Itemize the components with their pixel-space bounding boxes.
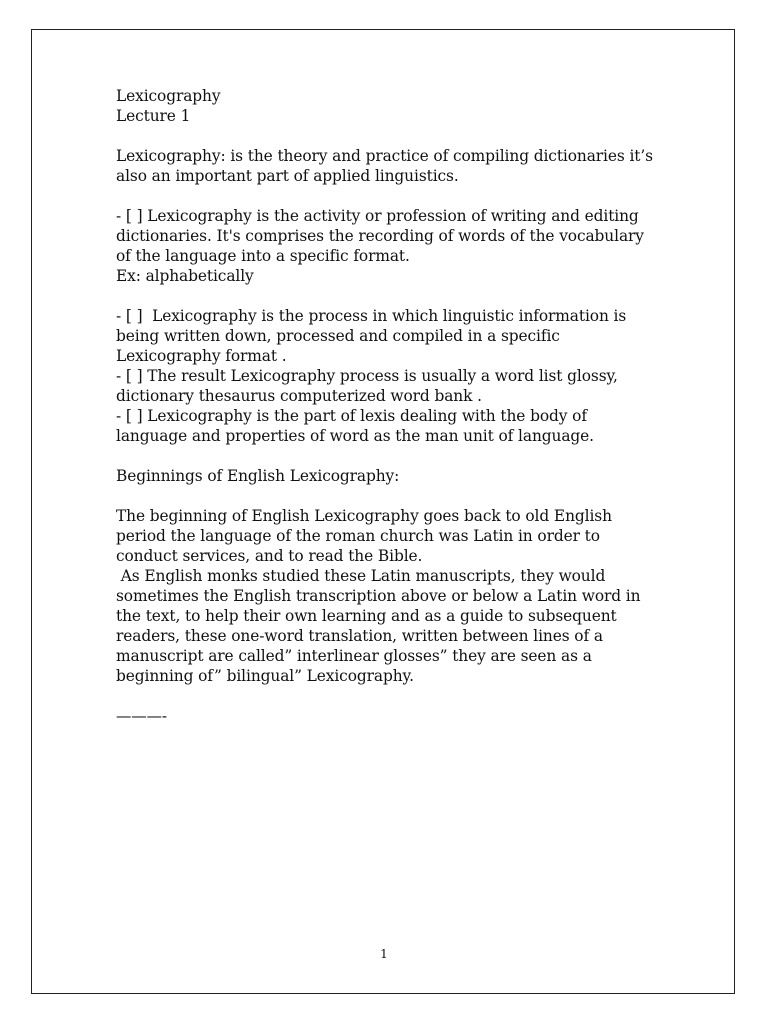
text-line: ———- <box>116 707 167 725</box>
paragraph-gap <box>116 446 656 466</box>
text-line: readers, these one-word translation, written between lines of a <box>116 627 603 645</box>
paragraph-gap <box>116 126 656 146</box>
section-heading-beginnings <box>116 466 656 486</box>
text-line: Lexicography format . <box>116 347 287 365</box>
paragraph-process <box>116 306 656 446</box>
text-line: Beginnings of English Lexicography: <box>116 467 400 485</box>
text-line: being written down, processed and compiled in a specific <box>116 327 560 345</box>
text-line: - [ ] Lexicography is the part of lexis dealing with the body of <box>116 407 587 425</box>
text-line: conduct services, and to read the Bible. <box>116 547 423 565</box>
text-line: of the language into a specific format. <box>116 247 410 265</box>
text-line: As English monks studied these Latin manuscripts, they would <box>116 567 606 585</box>
paragraph-gap <box>116 686 656 706</box>
text-line: Lexicography: is the theory and practice of compiling dictionaries it’s <box>116 147 653 165</box>
text-line: period the language of the roman church was Latin in order to <box>116 527 600 545</box>
paragraph-gap <box>116 486 656 506</box>
text-line: manuscript are called” interlinear glosses” they are seen as a <box>116 647 592 665</box>
text-line: Ex: alphabetically <box>116 267 254 285</box>
text-line: - [ ] Lexicography is the process in which linguistic information is <box>116 307 627 325</box>
lecture-label: Lecture 1 <box>116 107 191 125</box>
paragraph-definition <box>116 146 656 186</box>
closing-dash-line <box>116 706 656 726</box>
paragraph-activity <box>116 206 656 286</box>
text-line: dictionaries. It's comprises the recording of words of the vocabulary <box>116 227 644 245</box>
text-line: dictionary thesaurus computerized word bank . <box>116 387 482 405</box>
page-number: 1 <box>380 947 388 961</box>
text-line: sometimes the English transcription above or below a Latin word in <box>116 587 641 605</box>
text-line: language and properties of word as the man unit of language. <box>116 427 594 445</box>
text-line: The beginning of English Lexicography goes back to old English <box>116 507 612 525</box>
text-line: - [ ] The result Lexicography process is usually a word list glossy, <box>116 367 618 385</box>
document-title: Lexicography <box>116 87 221 105</box>
text-line: - [ ] Lexicography is the activity or profession of writing and editing <box>116 207 639 225</box>
text-line: the text, to help their own learning and as a guide to subsequent <box>116 607 617 625</box>
paragraph-gap <box>116 286 656 306</box>
document-body <box>116 86 656 726</box>
paragraph-gap <box>116 186 656 206</box>
paragraph-history <box>116 506 656 686</box>
text-line: also an important part of applied linguistics. <box>116 167 459 185</box>
text-line: beginning of” bilingual” Lexicography. <box>116 667 414 685</box>
